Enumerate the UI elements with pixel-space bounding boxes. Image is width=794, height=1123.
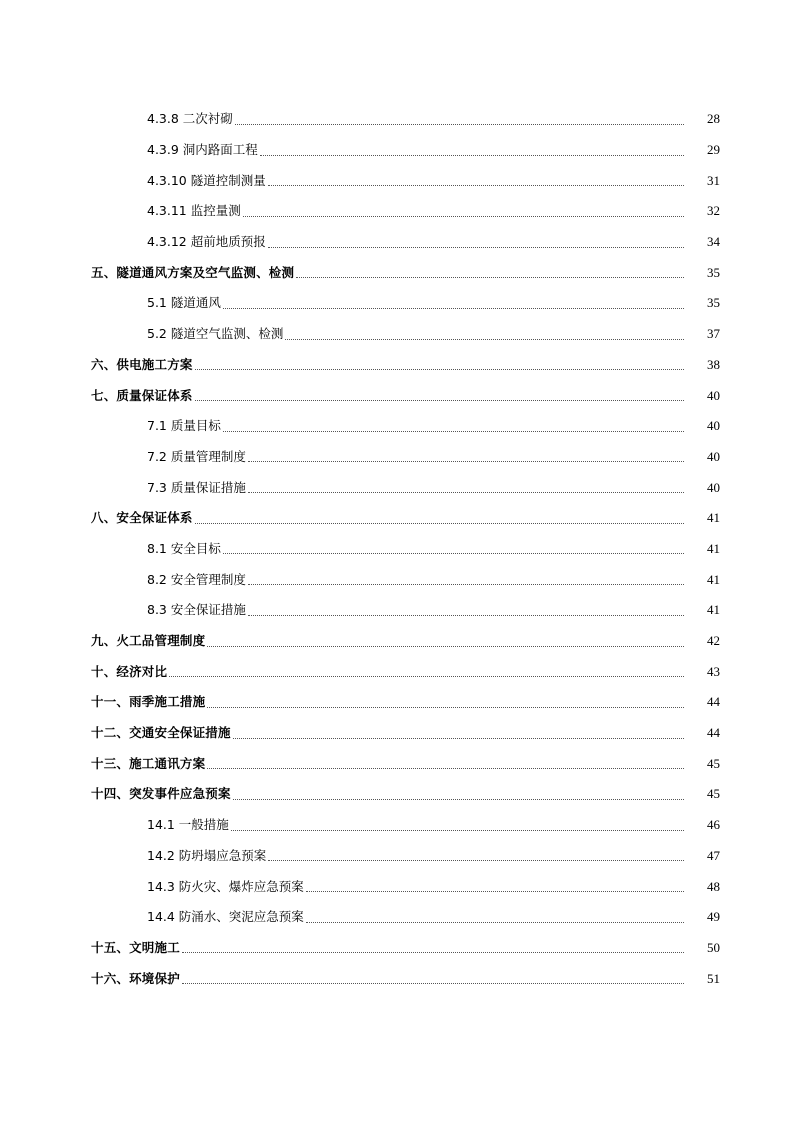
toc-subsection-entry[interactable] (0, 871, 794, 902)
toc-page-number: 44 (707, 725, 720, 741)
toc-dot-leader (306, 875, 684, 892)
toc-section-entry[interactable] (0, 350, 794, 381)
toc-page-number: 48 (707, 878, 720, 894)
toc-dot-leader (223, 415, 684, 432)
toc-section-entry[interactable] (0, 626, 794, 657)
toc-subsection-entry[interactable] (0, 411, 794, 442)
toc-page-number: 37 (707, 326, 720, 342)
toc-section-entry[interactable] (0, 687, 794, 718)
toc-entry-label: 8.3 安全保证措施 (147, 602, 246, 618)
toc-dot-leader (207, 630, 684, 647)
toc-section-entry[interactable] (0, 779, 794, 810)
toc-dot-leader (268, 844, 684, 861)
toc-page-number: 50 (707, 939, 720, 955)
toc-entry-label: 七、质量保证体系 (91, 387, 193, 403)
toc-page-number: 41 (707, 571, 720, 587)
toc-page-number: 41 (707, 510, 720, 526)
toc-entry-label: 5.2 隧道空气监测、检测 (147, 326, 284, 342)
toc-entry-label: 十四、突发事件应急预案 (91, 786, 231, 802)
toc-subsection-entry[interactable] (0, 135, 794, 166)
toc-page-number: 28 (707, 111, 720, 127)
toc-page-number: 40 (707, 448, 720, 464)
toc-subsection-entry[interactable] (0, 104, 794, 135)
toc-page-number: 42 (707, 633, 720, 649)
toc-entry-label: 十六、环境保护 (91, 970, 180, 986)
toc-dot-leader (233, 783, 684, 800)
toc-section-entry[interactable] (0, 933, 794, 964)
toc-dot-leader (182, 967, 684, 984)
toc-entry-label: 14.1 一般措施 (147, 817, 229, 833)
toc-entry-label: 4.3.12 超前地质预报 (147, 234, 266, 250)
toc-section-entry[interactable] (0, 718, 794, 749)
toc-subsection-entry[interactable] (0, 841, 794, 872)
toc-entry-label: 4.3.8 二次衬砌 (147, 111, 233, 127)
toc-dot-leader (285, 323, 684, 340)
toc-dot-leader (243, 200, 684, 217)
toc-entry-label: 4.3.10 隧道控制测量 (147, 172, 266, 188)
toc-entry-label: 九、火工品管理制度 (91, 633, 206, 649)
toc-entry-label: 八、安全保证体系 (91, 510, 193, 526)
toc-entry-label: 十三、施工通讯方案 (91, 755, 206, 771)
toc-dot-leader (233, 722, 684, 739)
toc-page-number: 40 (707, 479, 720, 495)
toc-section-entry[interactable] (0, 963, 794, 994)
toc-dot-leader (207, 752, 684, 769)
toc-entry-label: 十二、交通安全保证措施 (91, 725, 231, 741)
toc-entry-label: 7.1 质量目标 (147, 418, 221, 434)
toc-dot-leader (223, 537, 684, 554)
toc-entry-label: 十五、文明施工 (91, 939, 180, 955)
toc-page-number: 44 (707, 694, 720, 710)
toc-subsection-entry[interactable] (0, 472, 794, 503)
toc-entry-label: 五、隧道通风方案及空气监测、检测 (91, 264, 295, 280)
toc-page-number: 45 (707, 786, 720, 802)
toc-subsection-entry[interactable] (0, 165, 794, 196)
toc-page-number: 47 (707, 847, 720, 863)
toc-entry-label: 十、经济对比 (91, 663, 168, 679)
toc-subsection-entry[interactable] (0, 288, 794, 319)
toc-entry-label: 十一、雨季施工措施 (91, 694, 206, 710)
toc-subsection-entry[interactable] (0, 595, 794, 626)
toc-subsection-entry[interactable] (0, 442, 794, 473)
toc-entry-label: 六、供电施工方案 (91, 356, 193, 372)
toc-entry-label: 8.2 安全管理制度 (147, 571, 246, 587)
toc-subsection-entry[interactable] (0, 810, 794, 841)
toc-entry-label: 14.3 防火灾、爆炸应急预案 (147, 878, 304, 894)
toc-subsection-entry[interactable] (0, 227, 794, 258)
toc-dot-leader (248, 568, 684, 585)
toc-page-number: 41 (707, 602, 720, 618)
toc-dot-leader (231, 814, 684, 831)
toc-entry-label: 7.3 质量保证措施 (147, 479, 246, 495)
toc-subsection-entry[interactable] (0, 534, 794, 565)
toc-dot-leader (223, 292, 684, 309)
toc-dot-leader (248, 445, 684, 462)
toc-dot-leader (195, 384, 684, 401)
toc-dot-leader (169, 660, 684, 677)
toc-entry-label: 4.3.9 洞内路面工程 (147, 142, 258, 158)
toc-page-number: 38 (707, 356, 720, 372)
toc-page-number: 35 (707, 264, 720, 280)
toc-page-number: 32 (707, 203, 720, 219)
toc-page-number: 43 (707, 663, 720, 679)
toc-entry-label: 14.4 防涌水、突泥应急预案 (147, 909, 304, 925)
toc-section-entry[interactable] (0, 656, 794, 687)
toc-dot-leader (260, 139, 684, 156)
toc-page-number: 49 (707, 909, 720, 925)
toc-subsection-entry[interactable] (0, 902, 794, 933)
toc-page-number: 29 (707, 142, 720, 158)
toc-dot-leader (248, 476, 684, 493)
toc-section-entry[interactable] (0, 380, 794, 411)
toc-dot-leader (195, 507, 684, 524)
toc-entry-label: 14.2 防坍塌应急预案 (147, 847, 267, 863)
toc-page-number: 40 (707, 387, 720, 403)
toc-subsection-entry[interactable] (0, 319, 794, 350)
toc-dot-leader (182, 936, 684, 953)
toc-page-number: 46 (707, 817, 720, 833)
toc-entry-label: 8.1 安全目标 (147, 540, 221, 556)
toc-dot-leader (195, 353, 684, 370)
toc-page-number: 34 (707, 234, 720, 250)
toc-dot-leader (207, 691, 684, 708)
table-of-contents (0, 104, 794, 994)
toc-dot-leader (268, 169, 684, 186)
toc-entry-label: 5.1 隧道通风 (147, 295, 221, 311)
toc-page-number: 51 (707, 970, 720, 986)
toc-subsection-entry[interactable] (0, 196, 794, 227)
toc-dot-leader (248, 599, 684, 616)
toc-page-number: 35 (707, 295, 720, 311)
toc-page-number: 40 (707, 418, 720, 434)
toc-subsection-entry[interactable] (0, 564, 794, 595)
toc-section-entry[interactable] (0, 748, 794, 779)
toc-section-entry[interactable] (0, 503, 794, 534)
toc-page-number: 41 (707, 540, 720, 556)
toc-dot-leader (235, 108, 684, 125)
toc-entry-label: 4.3.11 监控量测 (147, 203, 241, 219)
toc-entry-label: 7.2 质量管理制度 (147, 448, 246, 464)
toc-dot-leader (306, 906, 684, 923)
toc-page-number: 45 (707, 755, 720, 771)
toc-page-number: 31 (707, 172, 720, 188)
toc-section-entry[interactable] (0, 257, 794, 288)
toc-dot-leader (296, 261, 684, 278)
toc-dot-leader (268, 231, 684, 248)
